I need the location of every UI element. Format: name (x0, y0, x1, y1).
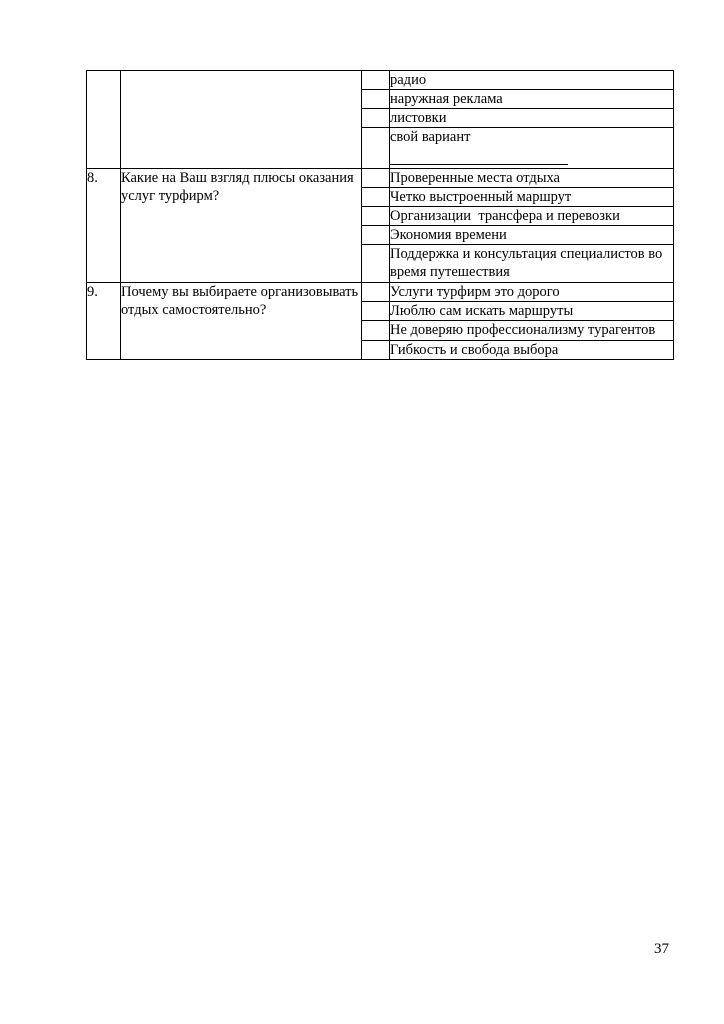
table-row (87, 169, 674, 188)
question-text: Какие на Ваш взгляд плюсы оказания услуг турфирм? (121, 169, 362, 283)
answer-option: Гибкость и свобода выбора (390, 341, 674, 360)
answer-checkbox-cell[interactable] (362, 90, 390, 109)
answer-option: наружная реклама (390, 90, 674, 109)
answer-checkbox-cell[interactable] (362, 283, 390, 302)
own-variant-blank-line[interactable] (390, 164, 568, 165)
survey-table (86, 70, 674, 360)
answer-option: Поддержка и консультация специалистов во время путешествия (390, 245, 674, 283)
answer-checkbox-cell[interactable] (362, 169, 390, 188)
table-row (87, 71, 674, 90)
answer-option: Четко выстроенный маршрут (390, 188, 674, 207)
answer-checkbox-cell[interactable] (362, 321, 390, 341)
answer-checkbox-cell[interactable] (362, 71, 390, 90)
answer-option: Организации трансфера и перевозки (390, 207, 674, 226)
answer-checkbox-cell[interactable] (362, 109, 390, 128)
answer-option: Экономия времени (390, 226, 674, 245)
answer-option: Люблю сам искать маршруты (390, 302, 674, 321)
answer-option: Проверенные места отдыха (390, 169, 674, 188)
answer-option: листовки (390, 109, 674, 128)
answer-checkbox-cell[interactable] (362, 226, 390, 245)
question-number-cell (87, 71, 121, 169)
answer-option: Услуги турфирм это дорого (390, 283, 674, 302)
answer-checkbox-cell[interactable] (362, 207, 390, 226)
answer-checkbox-cell[interactable] (362, 341, 390, 360)
own-variant-label: свой вариант (390, 129, 471, 145)
page-number: 37 (654, 941, 669, 957)
table-row (87, 283, 674, 302)
answer-option-own-variant (390, 128, 674, 169)
answer-checkbox-cell[interactable] (362, 128, 390, 169)
answer-checkbox-cell[interactable] (362, 188, 390, 207)
question-text-cell (121, 71, 362, 169)
answer-option: радио (390, 71, 674, 90)
question-text: Почему вы выбираете организовывать отдых самостоятельно? (121, 283, 362, 360)
answer-checkbox-cell[interactable] (362, 302, 390, 321)
answer-checkbox-cell[interactable] (362, 245, 390, 283)
question-number: 8. (87, 169, 121, 283)
answer-option: Не доверяю профессионализму турагентов (390, 321, 674, 341)
question-number: 9. (87, 283, 121, 360)
